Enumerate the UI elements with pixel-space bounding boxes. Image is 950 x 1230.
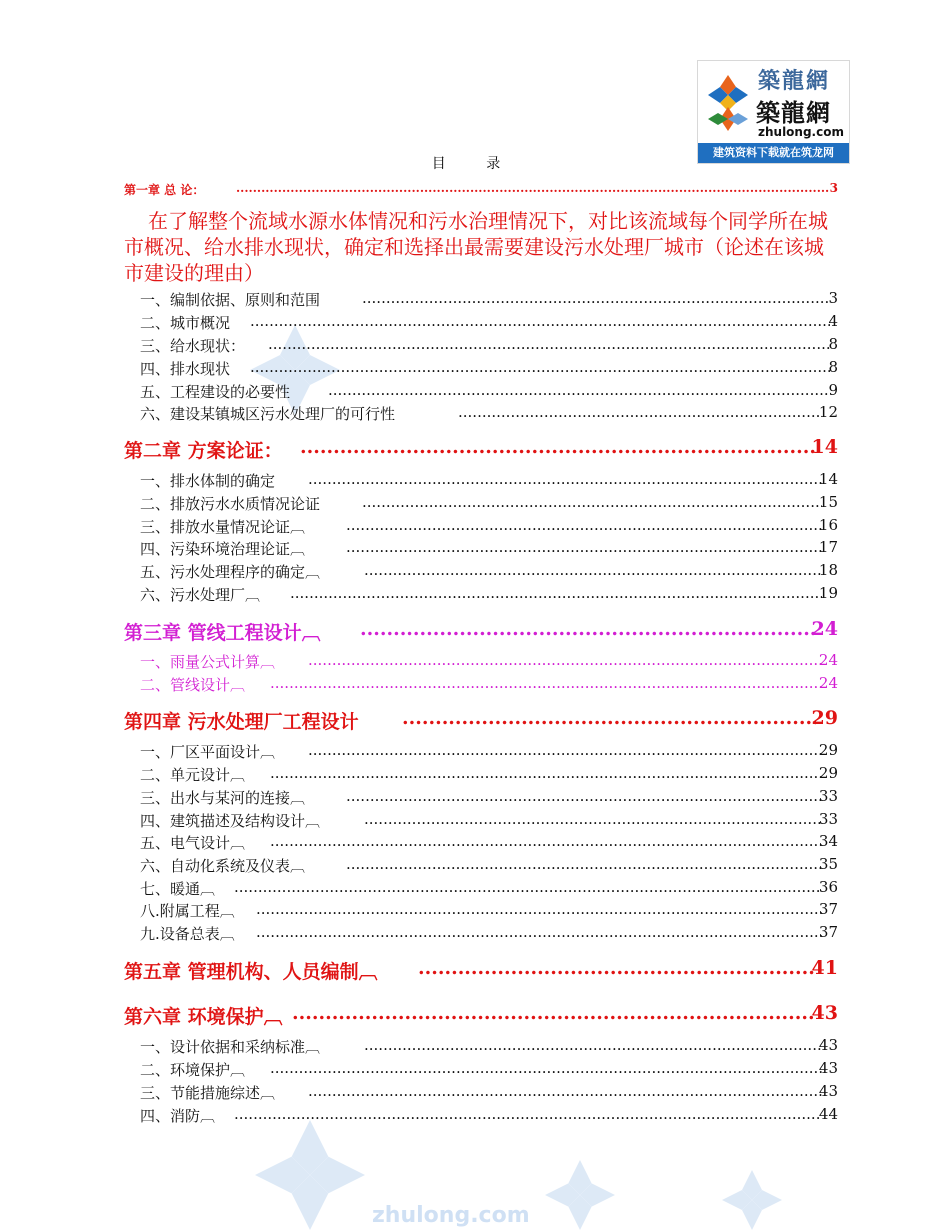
watermark-text: zhulong.com — [372, 1203, 530, 1228]
logo-brand-faded: 築龍網 — [758, 68, 831, 94]
toc-item-label: 五、污水处理程序的确定︹ — [140, 563, 321, 581]
toc-item-label: 九.设备总表︹ — [140, 925, 235, 943]
toc-item[interactable] — [0, 651, 950, 673]
toc-leader — [236, 181, 830, 195]
toc-leader — [346, 516, 822, 534]
toc-item[interactable] — [0, 493, 950, 515]
toc-chapter-2[interactable] — [0, 436, 950, 462]
toc-leader — [270, 764, 822, 782]
toc-item-label: 三、给水现状： — [140, 337, 246, 355]
toc-item[interactable] — [0, 335, 950, 357]
toc-leader — [418, 957, 816, 979]
toc-item[interactable] — [0, 764, 950, 786]
toc-leader — [346, 787, 822, 805]
toc-page-number: 19 — [818, 584, 838, 602]
toc-leader — [362, 493, 822, 511]
toc-leader — [270, 1059, 822, 1077]
toc-item-label: 五、工程建设的必要性 — [140, 383, 291, 401]
toc-leader — [308, 651, 822, 669]
toc-item-label: 三、排放水量情况论证︹ — [140, 518, 306, 536]
toc-page-number: 29 — [811, 707, 838, 729]
toc-item[interactable] — [0, 810, 950, 832]
toc-page-number: 24 — [818, 651, 838, 669]
toc-leader — [292, 1002, 816, 1024]
toc-item-label: 四、消防︹ — [140, 1107, 216, 1125]
toc-item-label: 二、排放污水水质情况论证 — [140, 495, 321, 513]
toc-leader — [360, 618, 816, 640]
toc-item[interactable] — [0, 855, 950, 877]
toc-leader — [328, 381, 830, 399]
toc-item[interactable] — [0, 289, 950, 311]
toc-page-number: 4 — [828, 312, 838, 330]
toc-page-number: 43 — [818, 1082, 838, 1100]
toc-chapter-4[interactable] — [0, 707, 950, 733]
toc-item[interactable] — [0, 403, 950, 425]
toc-item[interactable] — [0, 312, 950, 334]
toc-item[interactable] — [0, 358, 950, 380]
toc-leader — [250, 358, 830, 376]
toc-leader — [362, 289, 830, 307]
toc-chapter-label: 第二章 方案论证： — [124, 440, 283, 462]
toc-item-label: 六、建设某镇城区污水处理厂的可行性 — [140, 405, 396, 423]
toc-item-label: 六、自动化系统及仪表︹ — [140, 857, 306, 875]
toc-leader — [346, 538, 822, 556]
toc-item[interactable] — [0, 381, 950, 403]
toc-leader — [268, 335, 830, 353]
toc-chapter-3[interactable] — [0, 618, 950, 644]
toc-leader — [364, 561, 822, 579]
intro-paragraph: 在了解整个流域水源水体情况和污水治理情况下，对比该流域每个同学所在城市概况、给水排水现状，确定和选择出最需要建设污水处理厂城市（论述在该城市建设的理由） — [124, 209, 828, 285]
toc-item[interactable] — [0, 470, 950, 492]
toc-item[interactable] — [0, 674, 950, 696]
toc-leader — [308, 470, 822, 488]
toc-page-number: 24 — [818, 674, 838, 692]
toc-title: 目 录 — [431, 156, 519, 172]
logo-domain: zhulong.com — [758, 125, 844, 139]
toc-page-number: 37 — [818, 923, 838, 941]
toc-leader — [256, 923, 822, 941]
toc-page-number: 43 — [818, 1036, 838, 1054]
toc-leader — [234, 1105, 822, 1123]
toc-page-number: 33 — [818, 787, 838, 805]
toc-chapter-5[interactable] — [0, 957, 950, 983]
toc-chapter-1[interactable] — [0, 181, 950, 203]
toc-chapter-label: 第六章 环境保护︹ — [124, 1006, 283, 1028]
logo-brand: 築龍網 — [756, 98, 831, 127]
toc-item[interactable] — [0, 923, 950, 945]
toc-page-number: 14 — [811, 436, 838, 458]
toc-page-number: 3 — [828, 289, 838, 307]
toc-leader — [290, 584, 822, 602]
toc-page-number: 35 — [818, 855, 838, 873]
toc-chapter-6[interactable] — [0, 1002, 950, 1028]
logo-slogan: 建筑资料下载就在筑龙网 — [698, 143, 849, 163]
toc-leader — [256, 900, 822, 918]
toc-item[interactable] — [0, 832, 950, 854]
toc-item-label: 一、编制依据、原则和范围 — [140, 291, 321, 309]
toc-item[interactable] — [0, 1059, 950, 1081]
toc-leader — [346, 855, 822, 873]
toc-item-label: 二、管线设计︹ — [140, 676, 246, 694]
zhulong-logo-icon — [706, 73, 750, 133]
toc-leader — [270, 832, 822, 850]
toc-page-number: 36 — [818, 878, 838, 896]
toc-leader — [300, 436, 816, 458]
toc-item[interactable] — [0, 1082, 950, 1104]
toc-page-number: 3 — [829, 181, 838, 195]
watermark-snowflake-icon — [255, 1120, 365, 1230]
toc-chapter-label: 第一章 总 论： — [124, 183, 205, 197]
toc-item-label: 五、电气设计︹ — [140, 834, 246, 852]
toc-page-number: 16 — [818, 516, 838, 534]
toc-item-label: 二、城市概况 — [140, 314, 231, 332]
toc-item-label: 一、厂区平面设计︹ — [140, 743, 276, 761]
toc-page-number: 33 — [818, 810, 838, 828]
toc-item-label: 一、设计依据和采纳标准︹ — [140, 1038, 321, 1056]
zhulong-logo — [697, 60, 850, 164]
toc-leader — [234, 878, 822, 896]
toc-page-number: 9 — [828, 381, 838, 399]
toc-page-number: 17 — [818, 538, 838, 556]
toc-item[interactable] — [0, 584, 950, 606]
toc-page-number: 12 — [818, 403, 838, 421]
toc-page-number: 14 — [818, 470, 838, 488]
toc-item-label: 二、环境保护︹ — [140, 1061, 246, 1079]
watermark-snowflake-icon — [545, 1160, 615, 1230]
toc-leader — [458, 403, 822, 421]
toc-page-number: 43 — [818, 1059, 838, 1077]
toc-item-label: 四、排水现状 — [140, 360, 231, 378]
toc-item-label: 四、污染环境治理论证︹ — [140, 540, 306, 558]
toc-page-number: 43 — [811, 1002, 838, 1024]
toc-item[interactable] — [0, 1036, 950, 1058]
toc-chapter-label: 第四章 污水处理厂工程设计 — [124, 711, 359, 733]
toc-leader — [364, 810, 822, 828]
toc-item-label: 三、出水与某河的连接︹ — [140, 789, 306, 807]
toc-page-number: 8 — [828, 335, 838, 353]
toc-item-label: 八.附属工程︹ — [140, 902, 235, 920]
toc-leader — [402, 707, 816, 729]
toc-item-label: 三、节能措施综述︹ — [140, 1084, 276, 1102]
toc-item-label: 七、暖通︹ — [140, 880, 216, 898]
toc-leader — [250, 312, 830, 330]
toc-item-label: 四、建筑描述及结构设计︹ — [140, 812, 321, 830]
toc-item-label: 一、排水体制的确定 — [140, 472, 276, 490]
toc-item[interactable] — [0, 878, 950, 900]
toc-page-number: 29 — [818, 741, 838, 759]
toc-item[interactable] — [0, 900, 950, 922]
toc-page-number: 44 — [818, 1105, 838, 1123]
toc-leader — [270, 674, 822, 692]
toc-page-number: 8 — [828, 358, 838, 376]
toc-item[interactable] — [0, 741, 950, 763]
toc-page-number: 29 — [818, 764, 838, 782]
toc-chapter-label: 第五章 管理机构、人员编制︹ — [124, 961, 378, 983]
toc-page-number: 41 — [811, 957, 838, 979]
toc-item[interactable] — [0, 1105, 950, 1127]
toc-chapter-label: 第三章 管线工程设计︹ — [124, 622, 321, 644]
toc-page-number: 24 — [811, 618, 838, 640]
toc-leader — [364, 1036, 822, 1054]
toc-item[interactable] — [0, 538, 950, 560]
toc-page-number: 18 — [818, 561, 838, 579]
toc-page-number: 37 — [818, 900, 838, 918]
toc-item[interactable] — [0, 516, 950, 538]
toc-item-label: 六、污水处理厂︹ — [140, 586, 261, 604]
toc-leader — [308, 1082, 822, 1100]
toc-item[interactable] — [0, 787, 950, 809]
watermark-snowflake-icon — [722, 1170, 782, 1230]
toc-item-label: 二、单元设计︹ — [140, 766, 246, 784]
toc-item-label: 一、雨量公式计算︹ — [140, 653, 276, 671]
toc-leader — [308, 741, 822, 759]
toc-page-number: 34 — [818, 832, 838, 850]
toc-item[interactable] — [0, 561, 950, 583]
toc-page-number: 15 — [818, 493, 838, 511]
